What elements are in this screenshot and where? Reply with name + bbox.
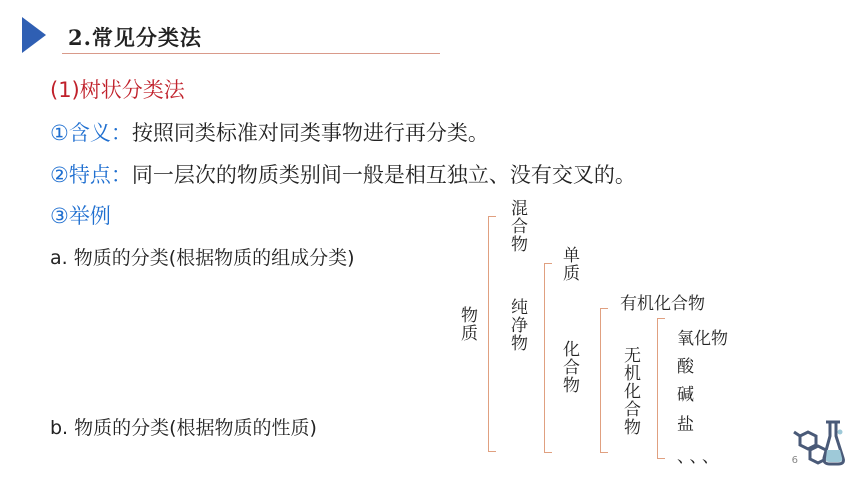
bracket-level2-top — [544, 263, 552, 264]
feature-label: ②特点： — [50, 163, 132, 187]
bracket-level3-bottom — [600, 452, 608, 453]
meaning-label: ①含义： — [50, 121, 132, 145]
bracket-level1-bottom — [488, 451, 496, 452]
page-number: 6 — [791, 455, 798, 466]
bracket-level4-bottom — [657, 458, 665, 459]
tree-oxide: 氧化物 — [677, 329, 728, 349]
bracket-level4 — [657, 318, 658, 458]
bracket-level1-top — [488, 216, 496, 217]
feature-text: 同一层次的物质类别间一般是相互独立、没有交叉的。 — [131, 163, 636, 187]
bracket-level2 — [544, 263, 545, 452]
title-divider — [62, 53, 440, 54]
feature-line — [50, 159, 636, 189]
tree-element: 单质 — [559, 246, 579, 282]
tree-root: 物质 — [457, 306, 477, 342]
title-triangle-icon — [22, 17, 46, 53]
tree-organic: 有机化合物 — [620, 294, 705, 314]
example-a: a. 物质的分类(根据物质的组成分类) — [50, 247, 355, 269]
bracket-level4-top — [657, 318, 665, 319]
bracket-level1 — [488, 216, 489, 451]
chemistry-logo-icon — [790, 418, 848, 470]
bracket-level2-bottom — [544, 452, 552, 453]
meaning-line — [50, 117, 489, 147]
example-label: ③举例 — [50, 204, 111, 228]
meaning-text: 按照同类标准对同类事物进行再分类。 — [131, 121, 489, 145]
tree-mixture: 混合物 — [507, 199, 527, 253]
example-b: b. 物质的分类(根据物质的性质) — [50, 417, 317, 439]
section-subtitle: (1)树状分类法 — [50, 78, 185, 102]
tree-pure: 纯净物 — [507, 298, 527, 352]
tree-salt: 盐 — [677, 415, 694, 435]
bracket-level3 — [600, 308, 601, 452]
tree-etc: 、、、 — [677, 447, 723, 467]
tree-base: 碱 — [677, 385, 694, 405]
slide-title: 2.常见分类法 — [68, 25, 202, 50]
bracket-level3-top — [600, 308, 608, 309]
tree-inorganic: 无机化合物 — [620, 346, 640, 436]
tree-compound: 化合物 — [559, 340, 579, 394]
tree-acid: 酸 — [677, 357, 694, 377]
